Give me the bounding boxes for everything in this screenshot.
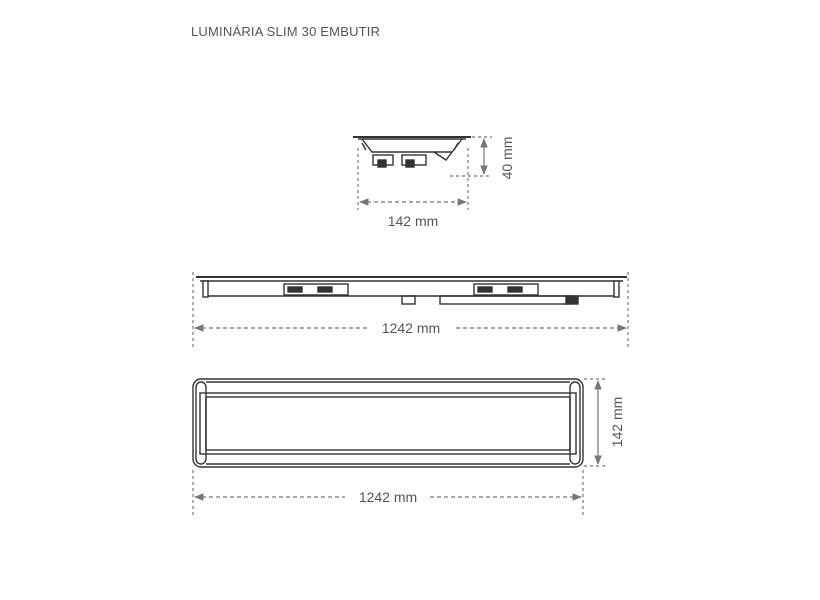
top-view-profile	[193, 379, 583, 467]
end-view-height-dimension	[450, 137, 492, 176]
end-view-width-label: 142 mm	[387, 213, 439, 229]
top-view-width-dimension	[584, 379, 607, 466]
end-view-width-dimension	[358, 148, 468, 210]
end-view-height-label: 40 mm	[499, 136, 515, 180]
top-view-length-label: 1242 mm	[358, 489, 418, 505]
top-view-width-label: 142 mm	[609, 396, 625, 448]
side-view-profile	[196, 277, 627, 304]
end-view-profile	[353, 137, 471, 167]
side-view-length-label: 1242 mm	[381, 320, 441, 336]
side-view-length-dimension	[193, 272, 628, 350]
drawing-title: LUMINÁRIA SLIM 30 EMBUTIR	[191, 24, 381, 39]
